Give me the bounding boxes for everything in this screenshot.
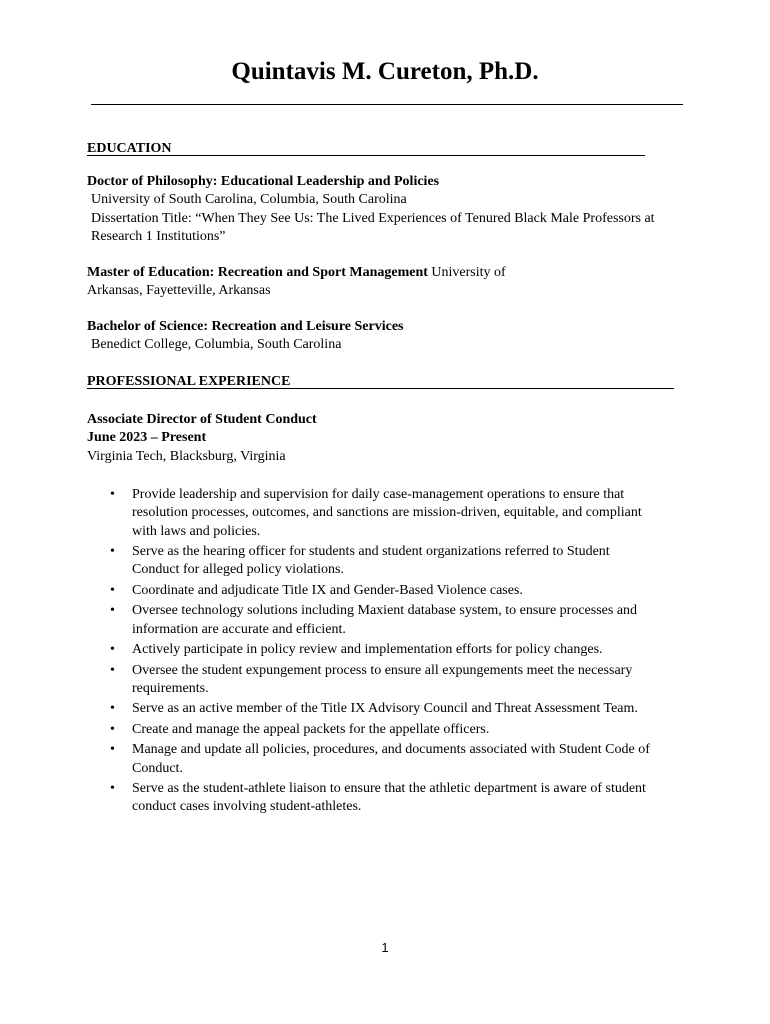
duty-text-line: Create and manage the appeal packets for the appellate officers. [132,721,490,737]
duty-text-line: Coordinate and adjudicate Title IX and Gender-Based Violence cases. [132,582,523,598]
duty-item [87,582,687,600]
institution: Benedict College, Columbia, South Carolina [91,337,342,353]
job-header [87,411,317,466]
duty-text-line: Serve as the hearing officer for students and student organizations referred to Student [132,544,610,560]
duty-text-line: with laws and policies. [132,523,261,539]
institution: Arkansas, Fayetteville, Arkansas [87,283,271,299]
candidate-name: Quintavis M. Cureton, Ph.D. [231,58,539,85]
duty-text-line: conduct cases involving student-athletes. [132,799,362,815]
bullet-dot: • [110,642,115,658]
experience-heading-label: PROFESSIONAL EXPERIENCE [87,374,291,389]
bullet-dot: • [110,582,115,598]
duty-item [87,780,687,817]
duty-text-line: Conduct. [132,760,183,776]
job-title: Associate Director of Student Conduct [87,412,317,427]
bullet-dot: • [110,701,115,717]
duty-text-line: Serve as the student-athlete liaison to ensure that the athletic department is aware of student [132,781,646,797]
bullet-dot: • [110,603,115,619]
duty-item [87,741,687,778]
dissertation-title-line: Dissertation Title: “When They See Us: The Lived Experiences of Tenured Black Male Professors at [91,210,655,226]
job-location: Virginia Tech, Blacksburg, Virginia [87,448,286,464]
duty-item [87,486,687,541]
duty-item [87,662,687,699]
duty-text-line: Oversee technology solutions including Maxient database system, to ensure processes and [132,603,638,619]
duty-text-line: information are accurate and efficient. [132,621,346,637]
degree-title: Master of Education: Recreation and Sport Management [87,265,428,280]
duty-text-line: Actively participate in policy review and implementation efforts for policy changes. [132,642,603,658]
job-duties-list [87,486,687,819]
bullet-dot: • [110,544,115,560]
bullet-dot: • [110,662,115,678]
education-entry-bs [87,318,404,355]
duty-item [87,721,687,739]
education-entry-med [87,264,506,301]
duty-text-line: Conduct for alleged policy violations. [132,562,344,578]
education-heading-underline [87,155,645,156]
bullet-dot: • [110,742,115,758]
duty-item [87,602,687,639]
experience-heading-underline [87,388,674,389]
education-heading-label: EDUCATION [87,141,172,156]
bullet-dot: • [110,487,115,502]
name-underline [91,104,683,105]
duty-item [87,641,687,659]
page-number: 1 [381,940,389,955]
duty-text-line: resolution processes, outcomes, and sanctions are mission-driven, equitable, and compliant [132,505,642,521]
institution: University of South Carolina, Columbia, South Carolina [91,192,407,208]
duty-item [87,543,687,580]
degree-title: Bachelor of Science: Recreation and Leisure Services [87,319,404,334]
education-entry-phd [87,173,655,246]
duty-text-line: requirements. [132,680,209,696]
institution-inline: University of [431,265,506,280]
duty-item [87,700,687,718]
bullet-dot: • [110,781,115,797]
dissertation-title-line: Research 1 Institutions” [91,228,226,244]
duty-text-line: Manage and update all policies, procedures, and documents associated with Student Code of [132,742,650,758]
duty-text-line: Oversee the student expungement process to ensure all expungements meet the necessary [132,662,633,678]
degree-title: Doctor of Philosophy: Educational Leadership and Policies [87,174,440,189]
job-dates: June 2023 – Present [87,430,207,446]
duty-text-line: Serve as an active member of the Title IX Advisory Council and Threat Assessment Team. [132,701,638,717]
duty-text-line: Provide leadership and supervision for daily case-management operations to ensure that [132,487,625,502]
bullet-dot: • [110,721,115,737]
